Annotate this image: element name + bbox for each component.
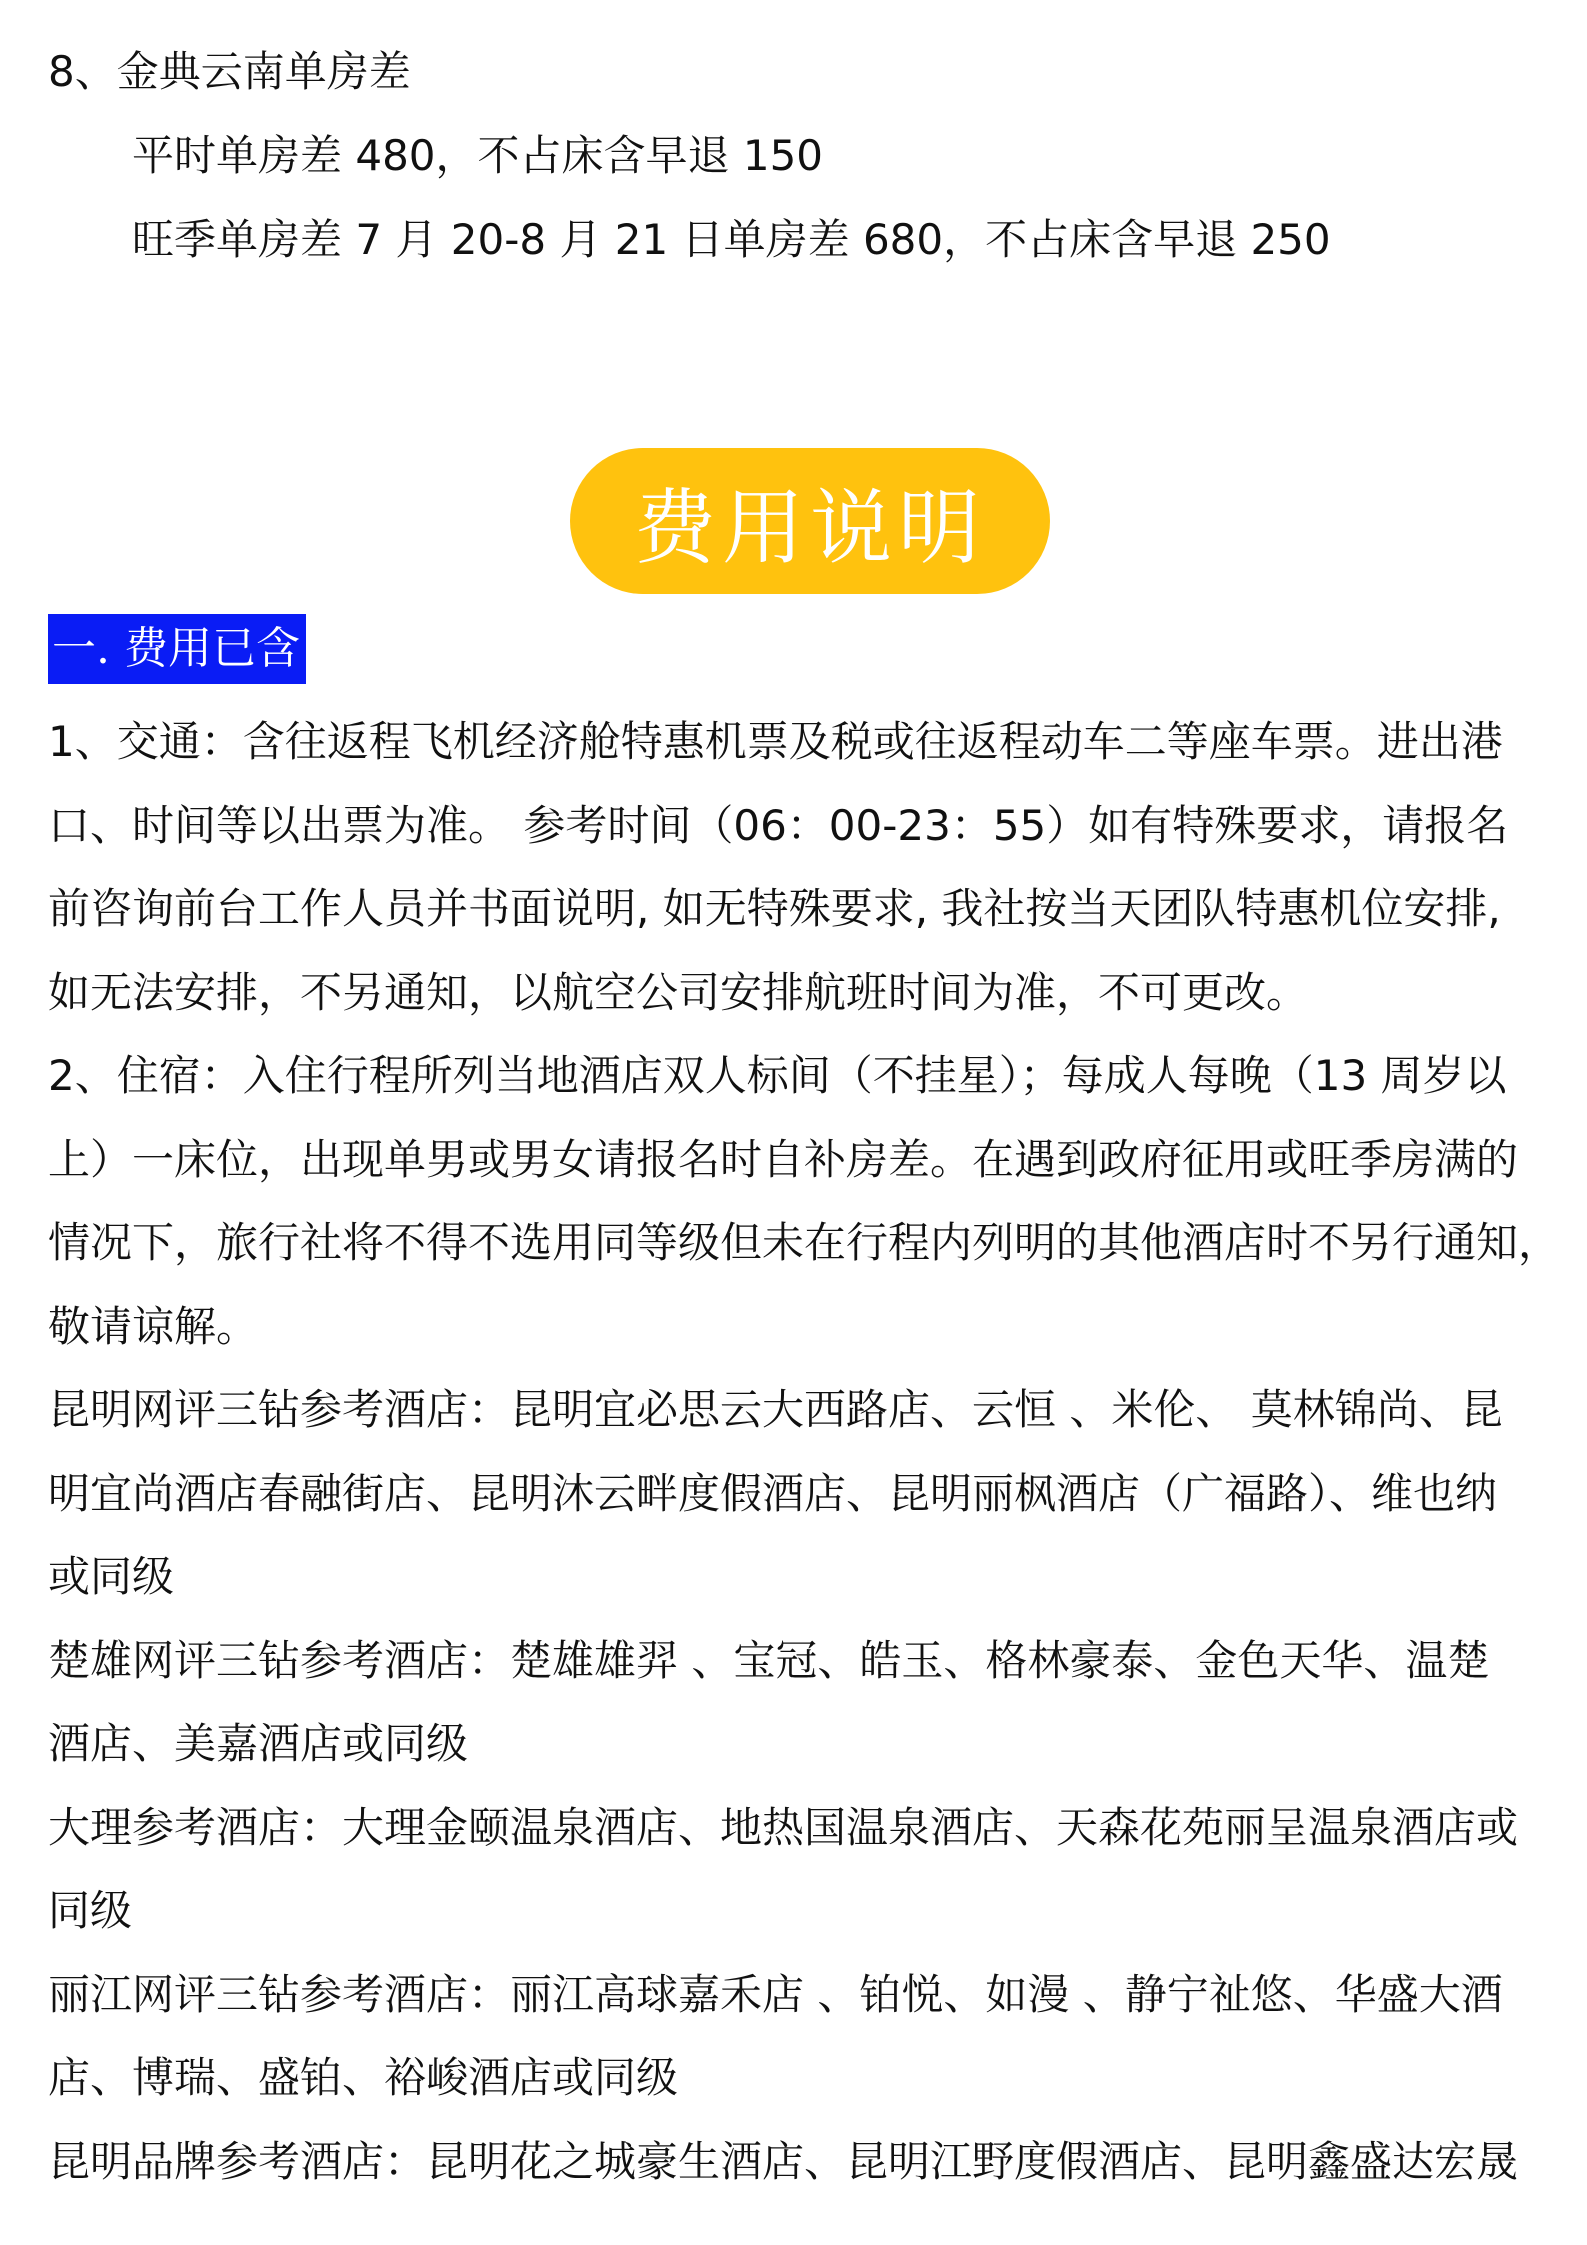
body-line: 敬请谅解。 [48, 1302, 259, 1351]
banner-title: 费用说明 [633, 480, 986, 576]
body-line: 昆明品牌参考酒店：昆明花之城豪生酒店、昆明江野度假酒店、昆明鑫盛达宏晟 [48, 2137, 1519, 2186]
body-line: 同级 [48, 1886, 133, 1935]
single-room-peak-line: 旺季单房差 7 月 20-8 月 21 日单房差 680，不占床含早退 250 [132, 215, 1331, 264]
body-line: 前咨询前台工作人员并书面说明, 如无特殊要求, 我社按当天团队特惠机位安排, [48, 884, 1501, 933]
body-line: 丽江网评三钻参考酒店：丽江高球嘉禾店 、铂悦、如漫 、静宁祉悠、华盛大酒 [48, 1970, 1503, 2019]
body-line: 1、交通：含往返程飞机经济舱特惠机票及税或往返程动车二等座车票。进出港 [48, 717, 1503, 766]
body-line: 酒店、美嘉酒店或同级 [48, 1719, 469, 1768]
body-line: 楚雄网评三钻参考酒店：楚雄雄羿 、宝冠、皓玉、格林豪泰、金色天华、温楚 [48, 1636, 1490, 1685]
body-line: 昆明网评三钻参考酒店：昆明宜必思云大西路店、云恒 、米伦、 莫林锦尚、昆 [48, 1385, 1503, 1434]
body-line: 上）一床位，出现单男或男女请报名时自补房差。在遇到政府征用或旺季房满的 [48, 1135, 1519, 1184]
body-line: 如无法安排，不另通知，以航空公司安排航班时间为准，不可更改。 [48, 968, 1309, 1017]
body-line: 明宜尚酒店春融街店、昆明沐云畔度假酒店、昆明丽枫酒店（广福路）、维也纳 [48, 1469, 1498, 1518]
body-line: 大理参考酒店：大理金颐温泉酒店、地热国温泉酒店、天森花苑丽呈温泉酒店或 [48, 1803, 1519, 1852]
body-line: 店、博瑞、盛铂、裕峻酒店或同级 [48, 2053, 679, 2102]
body-line: 2、住宿：入住行程所列当地酒店双人标间（不挂星）；每成人每晚（13 周岁以 [48, 1051, 1507, 1100]
single-room-heading: 8、金典云南单房差 [48, 47, 411, 96]
section-tag-fees-included: 一. 费用已含 [48, 614, 306, 684]
fee-explanation-banner [570, 448, 1050, 594]
body-line: 口、时间等以出票为准。 参考时间（06：00-23：55）如有特殊要求，请报名 [48, 801, 1509, 850]
body-line: 或同级 [48, 1552, 175, 1601]
body-line: 情况下，旅行社将不得不选用同等级但未在行程内列明的其他酒店时不另行通知， [48, 1218, 1561, 1267]
single-room-regular-line: 平时单房差 480，不占床含早退 150 [132, 131, 824, 180]
